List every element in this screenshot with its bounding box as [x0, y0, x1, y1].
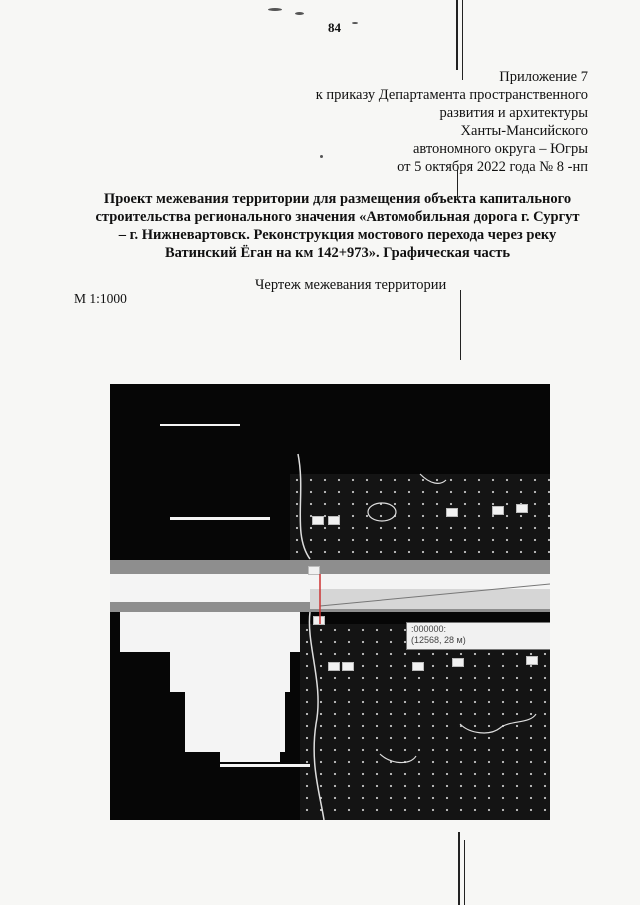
contour-line [460, 714, 536, 733]
annex-line: к приказу Департамента пространственного [315, 87, 588, 103]
scan-line [458, 832, 460, 905]
map-contours [110, 384, 550, 820]
land-survey-map [110, 384, 550, 820]
callout-line: (12568, 28 м) [411, 635, 466, 645]
annex-line: Приложение 7 [499, 69, 588, 85]
annex-line: Ханты-Мансийского [460, 123, 588, 139]
boundary-curve [309, 612, 324, 820]
title-line: строительства регионального значения «Автомобильная дорога г. Сургут [95, 209, 580, 225]
page-number: 84 [328, 20, 341, 35]
scan-speck [352, 22, 358, 24]
title-line: – г. Нижневартовск. Реконструкция мостового перехода через реку [118, 227, 557, 243]
contour-ellipse [368, 503, 396, 521]
title-line: Проект межевания территории для размещения объекта капитального [103, 191, 572, 207]
scan-line [456, 0, 458, 70]
scan-line [460, 290, 461, 360]
scan-speck [295, 12, 304, 15]
contour-line [380, 754, 416, 763]
callout-line: :000000: [411, 624, 447, 634]
annex-block [248, 68, 588, 176]
scan-line [464, 840, 465, 905]
road-axis [320, 584, 550, 606]
scan-speck [268, 8, 282, 11]
annex-line: автономного округа – Югры [412, 141, 588, 157]
annex-line: от 5 октября 2022 года № 8 -нп [397, 159, 588, 175]
contour-line [420, 474, 446, 483]
document-title [70, 190, 605, 262]
title-line: Ватинский Ёган на км 142+973». Графическая часть [164, 245, 511, 261]
drawing-title: Чертеж межевания территории [255, 277, 447, 293]
annex-line: развития и архитектуры [439, 105, 588, 121]
scale-label: М 1:1000 [74, 291, 127, 306]
boundary-curve [298, 454, 310, 559]
